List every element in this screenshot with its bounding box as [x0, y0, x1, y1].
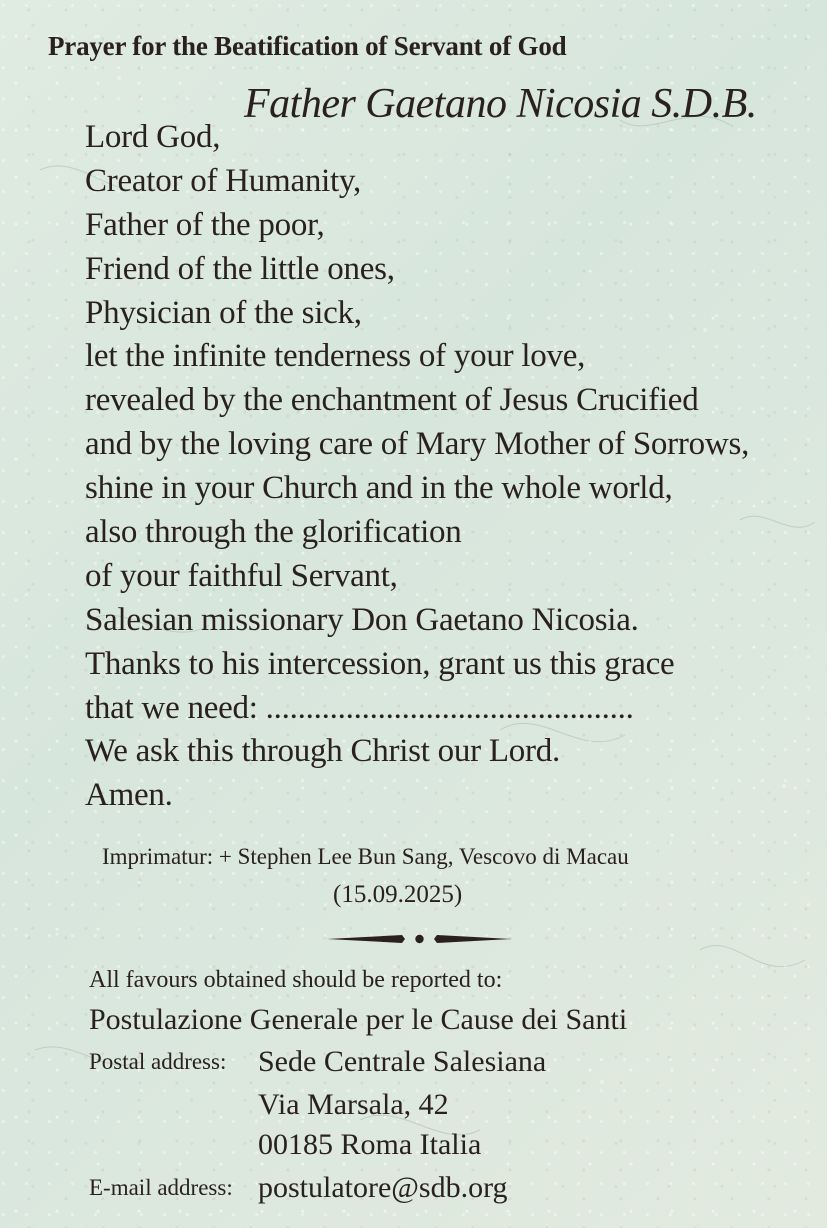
- prayer-line: shine in your Church and in the whole world,: [85, 470, 673, 507]
- decorative-ornament-divider-icon: [327, 928, 512, 950]
- prayer-line: Friend of the little ones,: [85, 250, 395, 287]
- prayer-line: and by the loving care of Mary Mother of Sorrows,: [85, 426, 750, 463]
- imprimatur-date: (15.09.2025): [333, 881, 463, 908]
- prayer-line: let the infinite tenderness of your love,: [85, 338, 586, 375]
- favours-instruction: All favours obtained should be reported to:: [89, 967, 503, 993]
- prayer-line: Physician of the sick,: [85, 294, 362, 331]
- postal-address-line: Sede Centrale Salesiana: [258, 1045, 547, 1078]
- prayer-line: Lord God,: [85, 119, 221, 155]
- prayer-line: Creator of Humanity,: [85, 162, 362, 199]
- prayer-line: Amen.: [85, 777, 173, 814]
- prayer-line: of your faithful Servant,: [85, 557, 398, 594]
- prayer-text: [85, 116, 785, 818]
- email-address: postulatore@sdb.org: [258, 1171, 508, 1204]
- imprimatur-text: Imprimatur: + Stephen Lee Bun Sang, Vescovo di Macau: [102, 844, 629, 869]
- postal-address-line: Via Marsala, 42: [258, 1088, 449, 1121]
- prayer-line: also through the glorification: [85, 514, 462, 551]
- email-address-label: E-mail address:: [89, 1175, 233, 1200]
- prayer-line: revealed by the enchantment of Jesus Crucified: [85, 382, 699, 419]
- postal-address-line: 00185 Roma Italia: [258, 1128, 482, 1161]
- prayer-line: Thanks to his intercession, grant us this grace: [85, 645, 675, 682]
- prayer-line: Salesian missionary Don Gaetano Nicosia.: [85, 601, 639, 638]
- prayer-line: We ask this through Christ our Lord.: [85, 733, 561, 770]
- servant-name: Father Gaetano Nicosia S.D.B.: [244, 81, 757, 127]
- postal-address-label: Postal address:: [89, 1049, 227, 1074]
- postulation-office: Postulazione Generale per le Cause dei Santi: [89, 1003, 628, 1036]
- prayer-line: Father of the poor,: [85, 206, 325, 243]
- prayer-line: that we need: ..............................................: [85, 689, 634, 726]
- prayer-title: Prayer for the Beatification of Servant of God: [48, 31, 567, 61]
